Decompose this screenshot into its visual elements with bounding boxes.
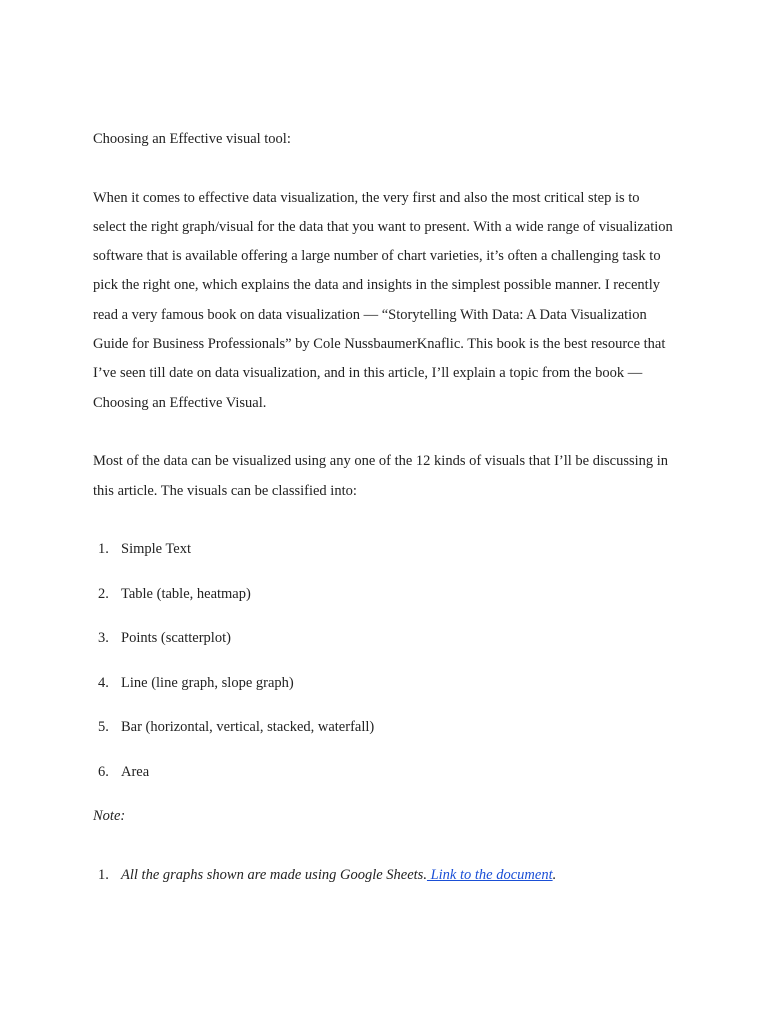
- note-label: Note:: [93, 808, 126, 825]
- note-item-trailing: .: [552, 866, 557, 883]
- list-item-text: Points (scatterplot): [121, 630, 231, 647]
- document-page: [93, 125, 673, 890]
- intro-paragraph: When it comes to effective data visualization, the very first and also the most critical step is to select the right graph/visual for the data that you want to present. With a wide range of visualization software that is available offering a large number of chart varieties, it’s often a challenging task to pick the right one, which explains the data and insights in the simplest possible manner. I recently read a very famous book on data visualization — “Storytelling With Data: A Data Visualization Guide for Business Professionals” by Cole NussbaumerKnaflic. This book is the best resource that I’ve seen till date on data visualization, and in this article, I’ll explain a topic from the book — Choosing an Effective Visual.: [93, 189, 673, 411]
- note-item-body: [121, 861, 556, 890]
- list-item: [93, 624, 673, 653]
- list-item-text: Area: [121, 763, 150, 780]
- list-item: [93, 669, 673, 698]
- list-item: [93, 758, 673, 787]
- visual-types-list: [93, 535, 673, 787]
- list-item: [93, 535, 673, 564]
- list-item-number: 2.: [98, 585, 109, 602]
- list-item-number: 5.: [98, 719, 109, 736]
- list-item-text: Line (line graph, slope graph): [121, 674, 294, 691]
- note-item-text: All the graphs shown are made using Google Sheets.: [121, 866, 427, 883]
- list-item-number: 3.: [98, 630, 109, 647]
- list-item-number: 1.: [98, 541, 109, 558]
- document-link[interactable]: Link to the document: [426, 866, 553, 883]
- section-heading: Choosing an Effective visual tool:: [93, 131, 291, 147]
- list-item-text: Table (table, heatmap): [121, 585, 251, 602]
- list-item: [93, 580, 673, 609]
- classification-paragraph: Most of the data can be visualized using any one of the 12 kinds of visuals that I’ll be discussing in this article. The visuals can be classified into:: [93, 453, 669, 499]
- list-item-text: Simple Text: [121, 541, 192, 558]
- list-item-number: 6.: [98, 763, 109, 780]
- note-item: [93, 861, 673, 890]
- list-item-text: Bar (horizontal, vertical, stacked, waterfall): [121, 719, 375, 736]
- note-item-number: 1.: [98, 866, 109, 883]
- list-item: [93, 713, 673, 742]
- list-item-number: 4.: [98, 674, 109, 691]
